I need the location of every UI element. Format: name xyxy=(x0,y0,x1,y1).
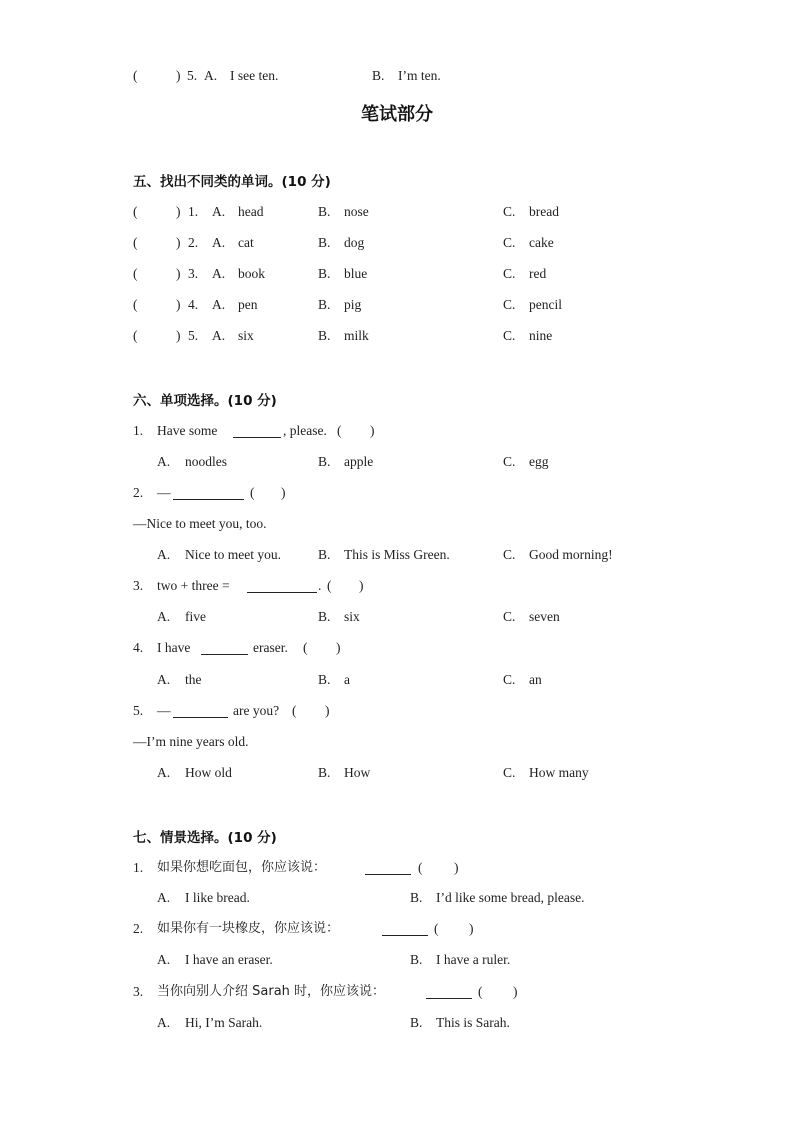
question-number: 5. xyxy=(187,68,198,83)
sec7-question-3 xyxy=(0,982,794,1002)
option-c-letter: C. xyxy=(503,765,516,780)
option-a-text: six xyxy=(238,328,254,343)
answer-paren-open: ( xyxy=(133,266,138,281)
option-a-letter: A. xyxy=(212,235,226,250)
option-b-text: six xyxy=(344,609,360,624)
answer-paren-open: ( xyxy=(133,235,138,250)
answer-paren-open: ( xyxy=(133,68,138,83)
option-b-text: dog xyxy=(344,235,365,250)
option-c-letter: C. xyxy=(503,672,516,687)
sec7-q3-options xyxy=(0,1013,794,1033)
answer-paren-open: ( xyxy=(478,984,483,999)
option-a-text: cat xyxy=(238,235,254,250)
answer-paren-close: ) xyxy=(336,640,341,655)
sec7-question-1 xyxy=(0,858,794,878)
answer-paren-open: ( xyxy=(133,328,138,343)
option-a-letter: A. xyxy=(157,609,171,624)
question-stem-end: , please. xyxy=(283,423,327,438)
sec6-question-3 xyxy=(0,576,794,596)
answer-blank[interactable] xyxy=(173,485,244,500)
answer-blank[interactable] xyxy=(173,703,228,718)
option-b-text: pig xyxy=(344,297,362,312)
option-c-text: red xyxy=(529,266,547,281)
option-c-letter: C. xyxy=(503,204,516,219)
option-c-text: Good morning! xyxy=(529,547,613,562)
option-a-text: How old xyxy=(185,765,232,780)
sec5-question-3 xyxy=(0,264,794,284)
option-b-text: I have a ruler. xyxy=(436,952,511,967)
option-a-text: head xyxy=(238,204,264,219)
question-stem-end: eraser. xyxy=(253,640,288,655)
sec6-q5-options xyxy=(0,763,794,783)
sec6-question-4 xyxy=(0,638,794,658)
answer-paren-open: ( xyxy=(133,297,138,312)
answer-paren-close: ) xyxy=(370,423,375,438)
option-b-letter: B. xyxy=(318,765,331,780)
dialogue-reply: —Nice to meet you, too. xyxy=(133,516,267,531)
sec6-q4-options xyxy=(0,670,794,690)
question-number: 3. xyxy=(188,266,199,281)
question-prompt: 如果你想吃面包，你应该说： xyxy=(157,860,327,875)
section-6-heading: 六、单项选择。(10 分) xyxy=(133,393,277,409)
option-a-text: pen xyxy=(238,297,258,312)
option-a-letter: A. xyxy=(212,204,226,219)
option-b-text: How xyxy=(344,765,371,780)
option-a-text: I have an eraser. xyxy=(185,952,273,967)
sec6-q1-options xyxy=(0,452,794,472)
question-number: 4. xyxy=(188,297,199,312)
answer-paren-close: ) xyxy=(359,578,364,593)
sec5-question-1 xyxy=(0,202,794,222)
option-b-letter: B. xyxy=(318,454,331,469)
option-a-text: noodles xyxy=(185,454,227,469)
sec6-question-1 xyxy=(0,421,794,441)
sec6-q3-options xyxy=(0,607,794,627)
option-a-letter: A. xyxy=(212,328,226,343)
option-b-letter: B. xyxy=(372,68,385,83)
option-c-letter: C. xyxy=(503,328,516,343)
option-b-letter: B. xyxy=(410,952,423,967)
option-c-letter: C. xyxy=(503,297,516,312)
option-b-letter: B. xyxy=(318,235,331,250)
answer-blank[interactable] xyxy=(247,578,317,593)
dialogue-dash: — xyxy=(157,485,171,500)
option-a-text: Hi, I’m Sarah. xyxy=(185,1015,263,1030)
answer-paren-open: ( xyxy=(418,860,423,875)
question-number: 3. xyxy=(133,984,144,999)
option-b-text: blue xyxy=(344,266,368,281)
option-b-text: a xyxy=(344,672,350,687)
option-c-letter: C. xyxy=(503,609,516,624)
question-number: 5. xyxy=(188,328,199,343)
top-question-row xyxy=(0,66,794,86)
sec6-question-2 xyxy=(0,483,794,503)
question-stem: Have some xyxy=(157,423,218,438)
section-7-heading: 七、情景选择。(10 分) xyxy=(133,830,277,846)
option-a-text: I like bread. xyxy=(185,890,250,905)
answer-paren-close: ) xyxy=(454,860,459,875)
option-c-text: cake xyxy=(529,235,554,250)
question-number: 3. xyxy=(133,578,144,593)
answer-blank[interactable] xyxy=(426,984,472,999)
option-b-text: I’m ten. xyxy=(398,68,441,83)
option-a-letter: A. xyxy=(157,672,171,687)
option-c-text: pencil xyxy=(529,297,562,312)
answer-paren-close: ) xyxy=(176,328,181,343)
answer-paren-open: ( xyxy=(133,204,138,219)
sec6-question-5 xyxy=(0,701,794,721)
option-b-letter: B. xyxy=(318,328,331,343)
answer-paren-close: ) xyxy=(281,485,286,500)
option-c-text: bread xyxy=(529,204,559,219)
answer-blank[interactable] xyxy=(201,640,248,655)
answer-paren-close: ) xyxy=(176,68,181,83)
question-prompt: 当你向别人介绍 Sarah 时，你应该说： xyxy=(157,984,386,999)
option-b-text: I’d like some bread, please. xyxy=(436,890,585,905)
option-c-letter: C. xyxy=(503,547,516,562)
question-number: 2. xyxy=(133,921,144,936)
answer-paren-close: ) xyxy=(469,921,474,936)
answer-paren-open: ( xyxy=(327,578,332,593)
option-a-letter: A. xyxy=(204,68,218,83)
option-b-letter: B. xyxy=(318,297,331,312)
answer-paren-open: ( xyxy=(250,485,255,500)
answer-paren-close: ) xyxy=(325,703,330,718)
answer-paren-open: ( xyxy=(303,640,308,655)
question-number: 1. xyxy=(133,423,144,438)
option-a-text: five xyxy=(185,609,206,624)
question-number: 2. xyxy=(133,485,144,500)
option-a-text: Nice to meet you. xyxy=(185,547,281,562)
answer-paren-open: ( xyxy=(292,703,297,718)
option-b-letter: B. xyxy=(318,204,331,219)
option-b-letter: B. xyxy=(318,266,331,281)
sec5-question-5 xyxy=(0,326,794,346)
question-number: 1. xyxy=(133,860,144,875)
option-a-letter: A. xyxy=(157,765,171,780)
option-c-letter: C. xyxy=(503,454,516,469)
dialogue-reply: —I’m nine years old. xyxy=(133,734,249,749)
question-stem-end: are you? xyxy=(233,703,280,718)
question-number: 1. xyxy=(188,204,199,219)
option-b-letter: B. xyxy=(410,1015,423,1030)
option-c-letter: C. xyxy=(503,266,516,281)
option-a-text: book xyxy=(238,266,265,281)
option-a-letter: A. xyxy=(212,297,226,312)
option-c-text: seven xyxy=(529,609,560,624)
answer-paren-close: ) xyxy=(176,266,181,281)
answer-blank[interactable] xyxy=(382,921,428,936)
option-c-text: an xyxy=(529,672,542,687)
option-c-text: nine xyxy=(529,328,553,343)
option-b-text: apple xyxy=(344,454,374,469)
answer-paren-close: ) xyxy=(513,984,518,999)
option-c-text: egg xyxy=(529,454,549,469)
question-number: 2. xyxy=(188,235,199,250)
option-a-letter: A. xyxy=(157,952,171,967)
sec5-question-2 xyxy=(0,233,794,253)
option-b-letter: B. xyxy=(318,547,331,562)
option-b-letter: B. xyxy=(318,672,331,687)
question-number: 5. xyxy=(133,703,144,718)
sec6-q2-options xyxy=(0,545,794,565)
question-stem-end: . xyxy=(318,578,322,593)
question-number: 4. xyxy=(133,640,144,655)
question-prompt: 如果你有一块橡皮，你应该说： xyxy=(157,921,340,936)
sec5-question-4 xyxy=(0,295,794,315)
answer-paren-open: ( xyxy=(434,921,439,936)
question-stem: I have xyxy=(157,640,191,655)
sec7-q1-options xyxy=(0,888,794,908)
question-stem: two + three = xyxy=(157,578,230,593)
option-a-letter: A. xyxy=(157,1015,171,1030)
option-b-letter: B. xyxy=(318,609,331,624)
sec6-q2-reply xyxy=(0,514,794,534)
option-a-text: the xyxy=(185,672,202,687)
answer-paren-close: ) xyxy=(176,204,181,219)
option-b-text: nose xyxy=(344,204,369,219)
answer-blank[interactable] xyxy=(233,423,281,438)
option-a-letter: A. xyxy=(212,266,226,281)
option-b-text: This is Sarah. xyxy=(436,1015,510,1030)
option-a-text: I see ten. xyxy=(230,68,279,83)
answer-paren-open: ( xyxy=(337,423,342,438)
option-a-letter: A. xyxy=(157,547,171,562)
sec6-q5-reply xyxy=(0,732,794,752)
answer-paren-close: ) xyxy=(176,297,181,312)
option-b-text: milk xyxy=(344,328,369,343)
option-b-letter: B. xyxy=(410,890,423,905)
dialogue-dash: — xyxy=(157,703,171,718)
option-c-text: How many xyxy=(529,765,589,780)
sec7-question-2 xyxy=(0,919,794,939)
section-5-heading: 五、找出不同类的单词。(10 分) xyxy=(133,174,331,190)
part-title: 笔试部分 xyxy=(361,104,433,125)
option-c-letter: C. xyxy=(503,235,516,250)
option-b-text: This is Miss Green. xyxy=(344,547,450,562)
option-a-letter: A. xyxy=(157,454,171,469)
answer-blank[interactable] xyxy=(365,860,411,875)
option-a-letter: A. xyxy=(157,890,171,905)
sec7-q2-options xyxy=(0,950,794,970)
answer-paren-close: ) xyxy=(176,235,181,250)
